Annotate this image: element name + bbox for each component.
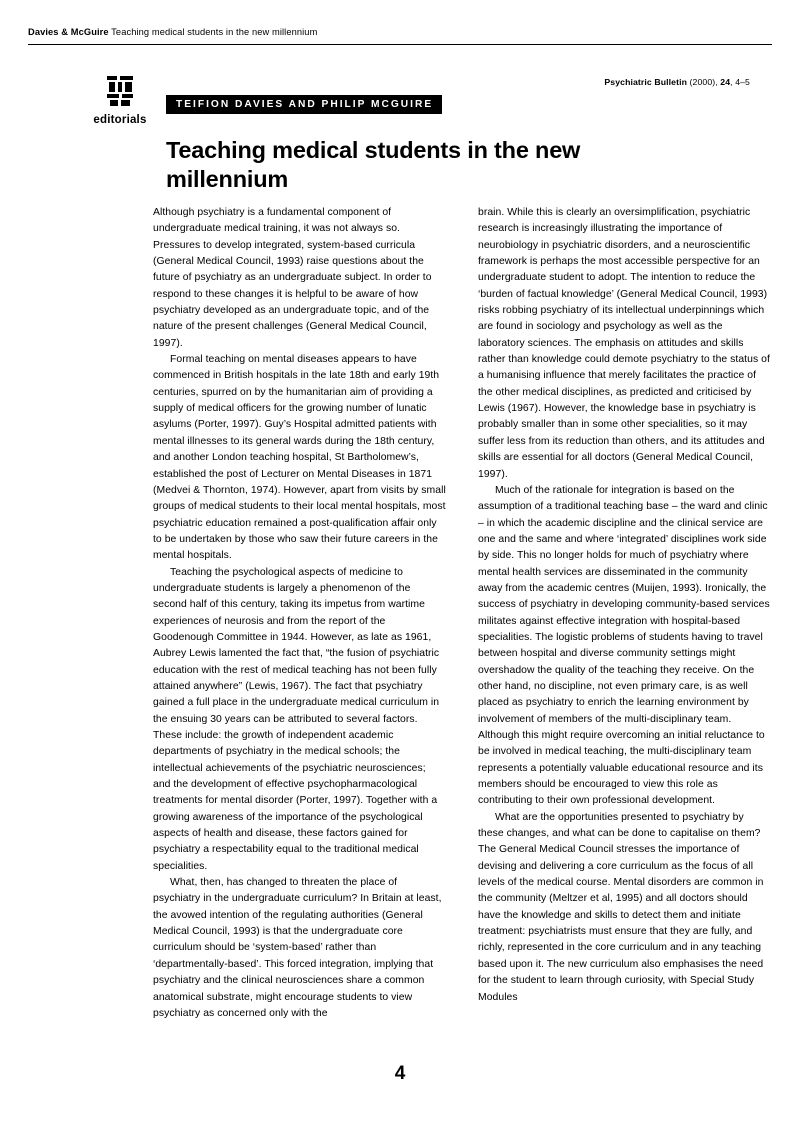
editorials-icon xyxy=(107,76,133,106)
article-body xyxy=(153,205,772,1035)
journal-year: (2000), xyxy=(689,77,718,87)
paragraph: Formal teaching on mental diseases appears to have commenced in British hospitals in the late 18th and early 19th centuries, spurred on by the humanitarian aim of providing a supply of medical officers for the growing number of lunatic asylums (Porter, 1997). Guy’s Hospital admitted patients with mental illnesses to its general wards during the 18th century, and another London teaching hospital, St Bartholomew’s, established the post of Lecturer on Mental Diseases in 1871 (Medvei & Thornton, 1974). However, apart from visits by small groups of medical students to their local mental hospitals, most psychiatric education remained a post-qualification affair only to be undertaken by those who saw their future careers in the mental hospitals. xyxy=(153,354,446,562)
running-head-authors: Davies & McGuire xyxy=(28,27,109,37)
journal-volume: 24 xyxy=(720,77,731,87)
page-title: Teaching medical students in the new millennium xyxy=(166,136,581,192)
paragraph: Teaching the psychological aspects of medicine to undergraduate students is largely a phenomenon of the second half of this century, taking its impetus from wartime experiences of neurosis and from the report of the Goodenough Committee in 1944. However, as late as 1961, Aubrey Lewis lamented the fact that, “the fusion of psychiatric education with the rest of medical teaching has not been fully attained anywhere” (Lewis, 1967). The fact that psychiatry gained a full place in the undergraduate medical curriculum in the ensuing 30 years can be attributed to several factors. These include: the growth of independent academic departments of psychiatry in the medical schools; the intellectual achievements of the psychiatric neurosciences; and the development of effective psychopharmacological treatments for mental disorder (Porter, 1997). Together with a growing awareness of the importance of the psychological aspects of health and disease, these factors gained for psychiatry a respectability equal to the traditional medical specialities. xyxy=(153,566,440,872)
paragraph: What are the opportunities presented to psychiatry by these changes, and what can be done to capitalise on them? The General Medical Council stresses the importance of devising and delivering a core curriculum as the focus of all levels of the medical course. Mental disorders are common in the community (Meltzer et al, 1995) and all doctors should have the knowledge and skills to detect them and initiate treatment: psychiatrists must ensure that they are fully, and richly, represented in the core curriculum and in any teaching based upon it. The new curriculum also emphasises the need for the student to learn through curiosity, with Special Study Modules xyxy=(478,811,764,1003)
header-rule xyxy=(28,44,772,45)
article-byline: TEIFION DAVIES AND PHILIP MCGUIRE xyxy=(166,95,442,114)
paragraph: What, then, has changed to threaten the place of psychiatry in the undergraduate curriculum? In Britain at least, the avowed intention of the regulating authorities (General Medical Council, 1993) is that the undergraduate core curriculum should be ‘system-based’ rather than ‘departmentally-based’. This forced integration, implying that psychiatry and the clinical neurosciences share a common anatomical substrate, might encourage students to view psychiatry as concerned only with the xyxy=(153,877,442,1019)
column-right xyxy=(478,205,771,1035)
journal-name: Psychiatric Bulletin xyxy=(604,77,688,87)
journal-reference xyxy=(604,77,750,87)
editorials-label: editorials xyxy=(93,114,147,126)
column-left xyxy=(153,205,446,1035)
paragraph: Much of the rationale for integration is based on the assumption of a traditional teaching base – the ward and clinic – in which the academic discipline and the clinical service are one and the same and where ‘integrated’ disciplines work side by side. This no longer holds for much of psychiatry where mental health services are disseminated in the community away from the academic centres (Muijen, 1993). Ironically, the success of psychiatry in developing community-based services militates against effective integration with hospital-based specialities. The logistic problems of students having to travel between hospital and diverse community settings might overshadow the quality of the teaching they receive. On the other hand, no discipline, not even primary care, is as well placed as psychiatry to enrich the learning environment by involvement of members of the multi-disciplinary team. Although this might require overcoming an initial reluctance to be involved in medical teaching, the multi-disciplinary team represents a potentially valuable educational resource and its members should be encouraged to view this role as contributing to their own professional development. xyxy=(478,484,770,807)
running-head xyxy=(28,26,772,38)
paragraph: brain. While this is clearly an oversimplification, psychiatric research is increasingly illustrating the importance of neurobiology in psychiatric disorders, and a neuroscientific framework is perhaps the most accessible perspective for an undergraduate student to adopt. The intention to reduce the ‘burden of factual knowledge’ (General Medical Council, 1993) risks robbing psychiatry of its intellectual underpinnings which are found in sociology and psychology as well as the laboratory sciences. The emphasis on attitudes and skills rather than knowledge could demote psychiatry to the status of a humanising influence that merely facilitates the practice of the other medical disciplines, as predicted and criticised by Lewis (1967). However, the knowledge base in psychiatry is probably smaller than in some other specialities, so it may suffer less from its reduction than others, and its attitudes and skills are essential for all doctors (General Medical Council, 1997). xyxy=(478,207,770,480)
running-head-title: Teaching medical students in the new millennium xyxy=(111,27,318,37)
editorials-mark xyxy=(80,76,160,126)
journal-pages: , 4–5 xyxy=(730,77,750,87)
page-number: 4 xyxy=(394,1063,406,1084)
paragraph: Although psychiatry is a fundamental component of undergraduate medical training, it was not always so. Pressures to develop integrated, system-based curricula (General Medical Council, 1993) raise questions about the future of psychiatry as an undergraduate subject. In order to respond to these changes it is helpful to be aware of how psychiatry developed as an undergraduate topic, and of the nature of the present challenges (General Medical Council, 1997). xyxy=(153,207,432,349)
